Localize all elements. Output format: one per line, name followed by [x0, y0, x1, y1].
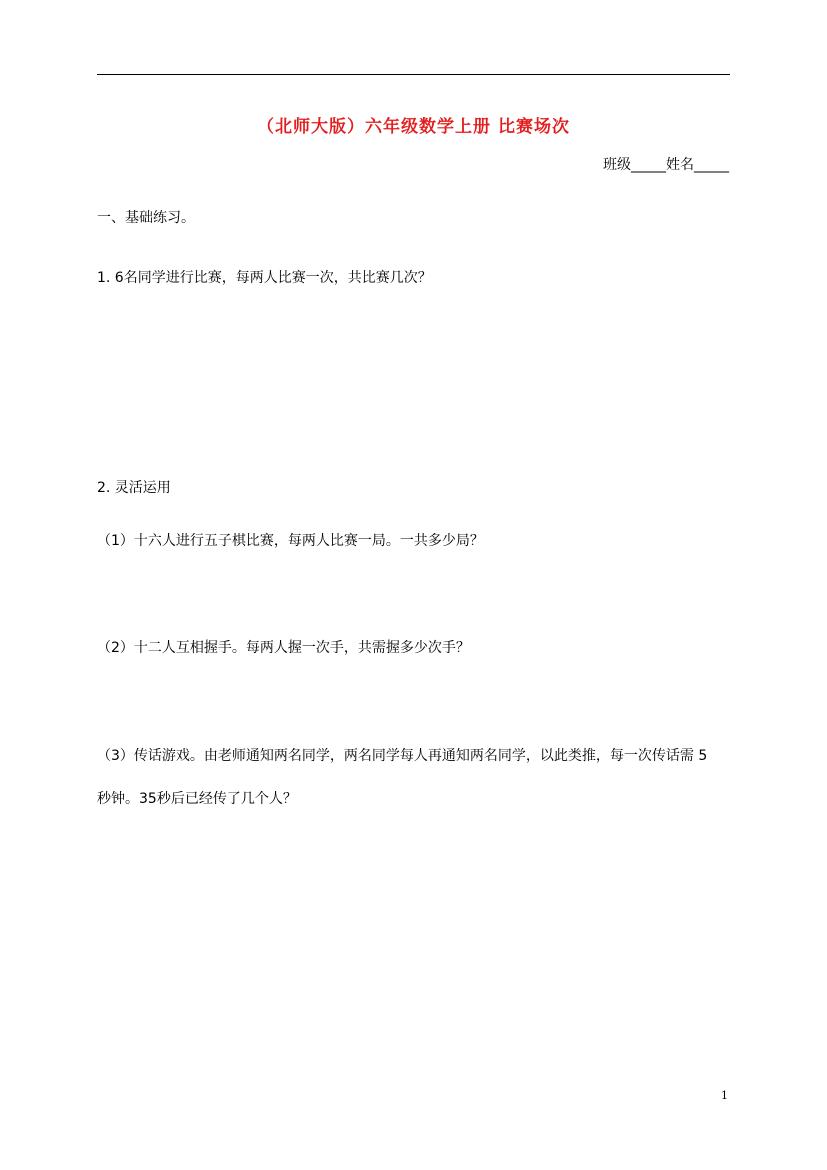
document-title: （北师大版）六年级数学上册 比赛场次: [257, 117, 570, 137]
question-2-2: （2）十二人互相握手。每两人握一次手，共需握多少次手？: [97, 640, 470, 656]
page-number: 1: [721, 1089, 728, 1102]
question-2-3-line2: 秒钟。35秒后已经传了几个人？: [97, 791, 297, 807]
question-2-1: （1）十六人进行五子棋比赛，每两人比赛一局。一共多少局？: [97, 533, 484, 549]
header-rule: [97, 74, 730, 75]
question-2-3-line1: （3）传话游戏。由老师通知两名同学，两名同学每人再通知两名同学，以此类推，每一次传话需 5: [97, 748, 708, 764]
question-2-heading: 2. 灵活运用: [97, 480, 171, 496]
class-name-line: 班级_____姓名_____: [603, 157, 729, 173]
question-1: 1. 6名同学进行比赛，每两人比赛一次，共比赛几次？: [97, 270, 432, 286]
section-title: 一、基础练习。: [97, 210, 195, 226]
